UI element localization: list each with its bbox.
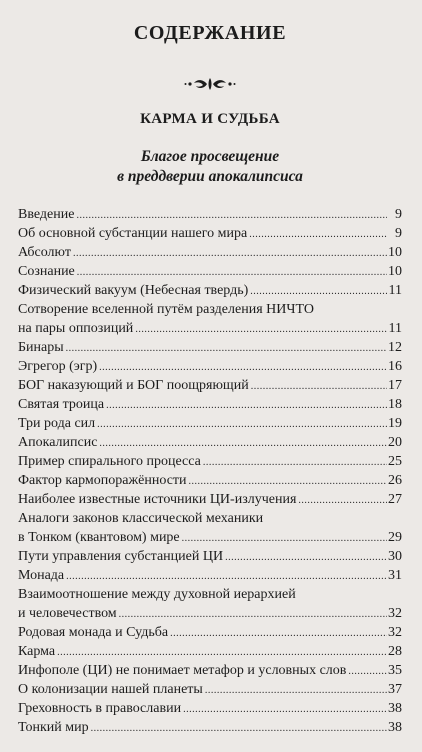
- toc-entry-title: БОГ наказующий и БОГ поощряющий: [18, 378, 249, 393]
- ornament-icon: [182, 76, 238, 92]
- toc-entry: [18, 205, 402, 224]
- toc-leader-dots: [298, 496, 387, 506]
- toc-entry-title: Введение: [18, 207, 75, 222]
- toc-entry: [18, 642, 402, 661]
- toc-entry: [18, 376, 402, 395]
- toc-entry-page: 20: [388, 435, 402, 450]
- toc-leader-dots: [250, 287, 387, 297]
- toc-entry-page: 17: [388, 378, 402, 393]
- toc-entry-page: 10: [388, 245, 402, 260]
- toc-entry: [18, 509, 402, 547]
- toc-entry-title: Святая троица: [18, 397, 105, 412]
- toc-leader-dots: [119, 610, 387, 620]
- subtitle-line-2: в преддверии апокалипсиса: [117, 168, 303, 185]
- toc-entry-title-line1: Взаимоотношение между духовной иерархией: [18, 587, 296, 602]
- toc-leader-dots: [183, 705, 387, 715]
- toc-entry: [18, 623, 402, 642]
- toc-entry: [18, 452, 402, 471]
- toc-entry-page: 37: [388, 682, 402, 697]
- toc-entry-title: Родовая монада и Судьба: [18, 625, 169, 640]
- toc-entry-title: Сознание: [18, 264, 75, 279]
- toc-entry-page: 32: [388, 625, 402, 640]
- toc-entry-page: 18: [388, 397, 402, 412]
- toc-entry-page: 38: [388, 720, 402, 735]
- toc-entry: [18, 661, 402, 680]
- toc-entry-title: и человечеством: [18, 606, 117, 621]
- toc-entry-title: Апокалипсис: [18, 435, 98, 450]
- toc-entry-title: Фактор кармопоражённости: [18, 473, 187, 488]
- toc-entry: [18, 338, 402, 357]
- toc-entry-page: 19: [388, 416, 402, 431]
- toc-leader-dots: [99, 363, 387, 373]
- toc-leader-dots: [76, 211, 387, 221]
- toc-entry: [18, 547, 402, 566]
- toc-entry-title: Инфополе (ЦИ) не понимает метафор и условных слов: [18, 663, 347, 678]
- toc-entry: [18, 414, 402, 433]
- toc-entry-page: 27: [388, 492, 402, 507]
- toc-entry-title: Пример спирального процесса: [18, 454, 201, 469]
- toc-entry-title: Об основной субстанции нашего мира: [18, 226, 248, 241]
- toc-entry-page: 9: [395, 207, 402, 222]
- toc-entry: [18, 300, 402, 338]
- toc-entry: [18, 262, 402, 281]
- table-of-contents: [18, 205, 402, 737]
- toc-entry: [18, 490, 402, 509]
- toc-entry-title: Абсолют: [18, 245, 71, 260]
- toc-entry-title: Бинары: [18, 340, 64, 355]
- toc-leader-dots: [189, 477, 387, 487]
- toc-entry-page: 12: [388, 340, 402, 355]
- toc-entry-page: 9: [395, 226, 402, 241]
- section-subtitle: [18, 147, 402, 187]
- toc-leader-dots: [348, 667, 387, 677]
- toc-entry-title: Греховность в православии: [18, 701, 182, 716]
- toc-entry-page: 25: [388, 454, 402, 469]
- toc-entry-page: 32: [388, 606, 402, 621]
- toc-leader-dots: [106, 401, 387, 411]
- toc-entry: [18, 243, 402, 262]
- toc-leader-dots: [205, 686, 387, 696]
- toc-entry: [18, 433, 402, 452]
- toc-leader-dots: [77, 268, 387, 278]
- toc-entry-page: 28: [388, 644, 402, 659]
- toc-entry-title-line1: Сотворение вселенной путём разделения НИЧТО: [18, 302, 314, 317]
- subtitle-line-1: Благое просвещение: [140, 148, 280, 165]
- toc-entry: [18, 718, 402, 737]
- toc-leader-dots: [73, 249, 387, 259]
- toc-leader-dots: [203, 458, 387, 468]
- section-title: КАРМА И СУДЬБА: [140, 111, 280, 127]
- toc-leader-dots: [170, 629, 387, 639]
- toc-entry: [18, 357, 402, 376]
- toc-entry: [18, 585, 402, 623]
- toc-entry-title: Наиболее известные источники ЦИ-излучения: [18, 492, 297, 507]
- toc-entry-title: Три рода сил: [18, 416, 96, 431]
- toc-leader-dots: [97, 420, 387, 430]
- toc-entry-title: Физический вакуум (Небесная твердь): [18, 283, 249, 298]
- toc-entry-title: Монада: [18, 568, 65, 583]
- toc-entry: [18, 699, 402, 718]
- toc-entry: [18, 471, 402, 490]
- toc-entry-title: Карма: [18, 644, 56, 659]
- toc-entry-page: 38: [388, 701, 402, 716]
- toc-leader-dots: [225, 553, 387, 563]
- toc-leader-dots: [57, 648, 387, 658]
- toc-leader-dots: [182, 534, 387, 544]
- toc-leader-dots: [251, 382, 387, 392]
- toc-entry: [18, 680, 402, 699]
- toc-entry-title: в Тонком (квантовом) мире: [18, 530, 180, 545]
- toc-entry-title: Тонкий мир: [18, 720, 89, 735]
- toc-entry: [18, 395, 402, 414]
- toc-entry-page: 10: [388, 264, 402, 279]
- toc-entry-page: 35: [388, 663, 402, 678]
- toc-entry-page: 30: [388, 549, 402, 564]
- toc-entry: [18, 281, 402, 300]
- toc-entry-title-line1: Аналоги законов классической механики: [18, 511, 264, 526]
- toc-leader-dots: [99, 439, 387, 449]
- toc-leader-dots: [91, 724, 387, 734]
- toc-leader-dots: [135, 325, 387, 335]
- toc-entry-title: Пути управления субстанцией ЦИ: [18, 549, 224, 564]
- toc-leader-dots: [66, 344, 387, 354]
- toc-entry-page: 16: [388, 359, 402, 374]
- toc-entry-page: 11: [388, 321, 402, 336]
- toc-leader-dots: [66, 572, 387, 582]
- toc-entry-page: 11: [388, 283, 402, 298]
- toc-entry-title: Эгрегор (эгр): [18, 359, 98, 374]
- toc-entry-page: 31: [388, 568, 402, 583]
- toc-entry-title: О колонизации нашей планеты: [18, 682, 203, 697]
- toc-leader-dots: [249, 230, 387, 240]
- toc-entry-page: 29: [388, 530, 402, 545]
- toc-entry: [18, 566, 402, 585]
- page-heading: СОДЕРЖАНИЕ: [133, 22, 287, 44]
- toc-entry: [18, 224, 402, 243]
- toc-entry-title: на пары оппозиций: [18, 321, 134, 336]
- toc-entry-page: 26: [388, 473, 402, 488]
